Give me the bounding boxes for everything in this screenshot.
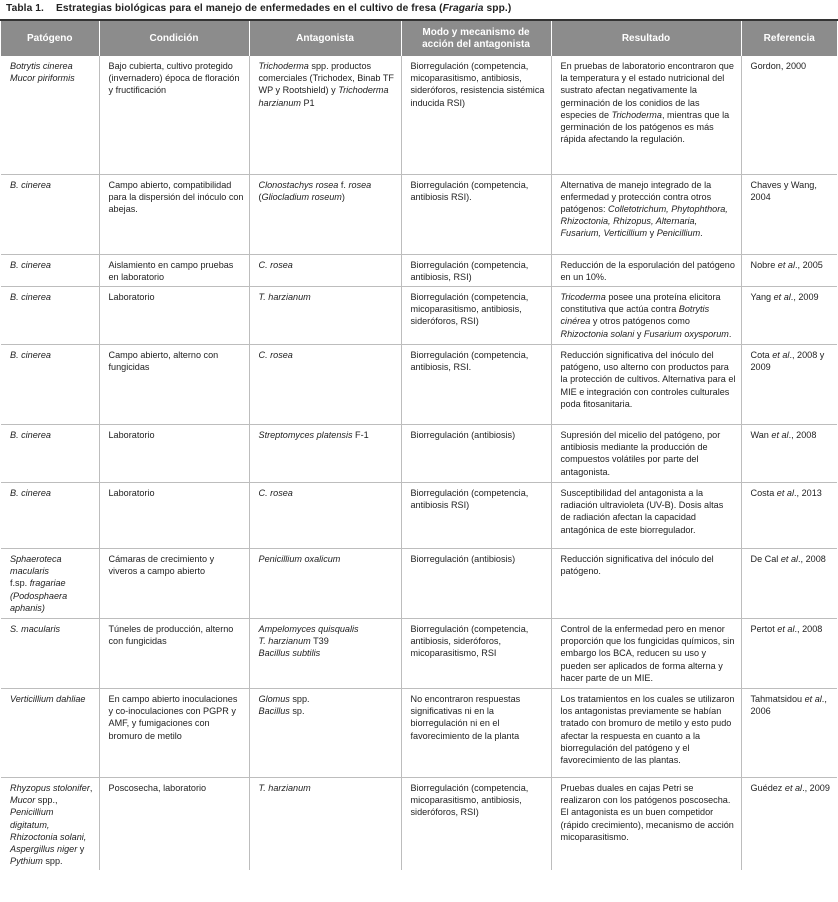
reference-text: Nobre [750, 259, 778, 270]
header-mode: Modo y mecanismo de acción del antagonista [401, 21, 551, 56]
antagonist-cell [249, 286, 401, 344]
pathogen-text: Sphaeroteca macularis [10, 553, 62, 577]
pathogen-line [10, 349, 94, 361]
mode-line [411, 693, 546, 742]
result-text: Botrytis cinérea [560, 304, 710, 327]
header-pathogen: Patógeno [1, 21, 99, 56]
condition-cell [99, 548, 249, 618]
condition-line [109, 259, 244, 283]
condition-cell [99, 688, 249, 777]
result-cell [551, 618, 741, 688]
result-line [561, 553, 736, 577]
table-row [1, 777, 837, 870]
antagonist-text: Clonostachys rosea [258, 179, 339, 190]
condition-text: Aislamiento en campo pruebas en laboratorio [108, 259, 234, 282]
reference-text: et al [804, 693, 822, 704]
condition-cell [99, 286, 249, 344]
antagonist-line [259, 291, 396, 303]
condition-text: Túneles de producción, alterno con fungicidas [108, 623, 234, 647]
mode-line [411, 487, 546, 511]
pathogen-cell [1, 688, 99, 777]
reference-text: et al [777, 623, 795, 634]
pathogen-line [10, 590, 94, 614]
result-cell [551, 254, 741, 286]
mode-text: Biorregulación (competencia, antibiosis RSI). [410, 179, 529, 202]
antagonist-text: Trichoderma harzianum [258, 85, 389, 108]
mode-line [411, 429, 546, 441]
table-row [1, 254, 837, 286]
result-text: y otros patógenos como [590, 316, 690, 327]
pathogen-line [10, 693, 94, 705]
result-cell [551, 688, 741, 777]
reference-cell [741, 344, 837, 424]
antagonist-text: P1 [300, 97, 315, 108]
pathogen-text: Penicillium digitatum, Rhizoctonia solani, Aspergillus niger [10, 807, 87, 854]
reference-text: et al [777, 259, 795, 270]
reference-text: et al [780, 553, 799, 564]
pathogen-line [10, 782, 94, 867]
pathogen-text: S. macularis [10, 623, 61, 634]
reference-text: ., 2008 [788, 429, 817, 440]
mode-line [411, 60, 546, 109]
reference-text: ., 2008 y 2009 [750, 349, 825, 373]
condition-cell [99, 174, 249, 254]
pathogen-cell [1, 174, 99, 254]
result-text: Control de la enfermedad pero en menor proporción que los fungicidas químicos, sin embargo los BCA, reducen su uso y pueden ser aplicados de forma alterna y hacer parte de un MIE. [560, 623, 735, 683]
reference-cell [741, 688, 837, 777]
pathogen-line [10, 623, 94, 635]
pathogen-cell [1, 254, 99, 286]
antagonist-cell [249, 548, 401, 618]
pathogen-line [10, 553, 94, 577]
reference-text: ., 2005 [795, 259, 823, 270]
pathogen-text: B. cinerea [10, 179, 51, 190]
reference-text: et al [784, 782, 803, 793]
mode-cell [401, 174, 551, 254]
antagonist-text: f. [338, 179, 349, 190]
result-cell [551, 548, 741, 618]
result-cell [551, 174, 741, 254]
result-text: En pruebas de laboratorio encontraron que la temperatura y el estado nutricional del sustrato afectan negativamente la germinación de los conidios de las especies de [560, 61, 734, 120]
reference-text: ., 2009 [802, 782, 830, 793]
table-row [1, 482, 837, 548]
pathogen-line [10, 179, 94, 191]
condition-line [109, 553, 244, 577]
antagonist-text: T. harzianum [258, 636, 311, 647]
reference-line [751, 60, 833, 72]
result-text: Los tratamientos en los cuales se utilizaron los antagonistas previamente se habían tratado con bromuro de metilo y esto pudo afectar la respuesta en cuanto a la biorregulación del patógeno y el favorecimiento de las plantas. [560, 693, 735, 765]
antagonist-text: rosea [348, 179, 372, 190]
pathogen-text: Mucor piriformis [10, 73, 75, 84]
pathogen-text: fragariae [29, 578, 66, 589]
antagonist-text: Glomus [258, 693, 290, 704]
mode-text: Biorregulación (competencia, antibiosis, sideróforos, micoparasitismo, RSI [410, 623, 529, 659]
table-row [1, 424, 837, 482]
antagonist-text: Penicillium oxalicum [258, 553, 341, 564]
reference-cell [741, 618, 837, 688]
condition-text: Laboratorio [108, 487, 155, 498]
antagonist-line [259, 179, 396, 203]
pathogen-text: ( [10, 590, 14, 601]
antagonist-text: spp. [289, 693, 310, 704]
pathogen-cell [1, 618, 99, 688]
result-line [561, 623, 736, 684]
table-row [1, 174, 837, 254]
pathogen-cell [1, 286, 99, 344]
mode-text: Biorregulación (competencia, micoparasitismo, antibiosis, sideróforos, RSI) [410, 291, 529, 327]
table-title-species: Fragaria [442, 3, 484, 14]
header-row [1, 21, 837, 56]
reference-cell [741, 424, 837, 482]
result-cell [551, 344, 741, 424]
antagonist-line [259, 705, 396, 717]
pathogen-text: B. cinerea [10, 291, 51, 302]
pathogen-line [10, 487, 94, 499]
pathogen-cell [1, 548, 99, 618]
condition-line [109, 487, 244, 499]
antagonist-text: Bacillus [258, 706, 290, 717]
condition-line [109, 291, 244, 303]
reference-line [751, 291, 833, 303]
reference-text: Costa [750, 487, 777, 498]
condition-text: Bajo cubierta, cultivo protegido (invernadero) época de floración y fructificación [108, 61, 240, 96]
antagonist-text: T39 [310, 636, 329, 647]
antagonist-line [259, 623, 396, 635]
result-line [561, 259, 736, 283]
mode-cell [401, 254, 551, 286]
pathogen-text: B. cinerea [10, 429, 51, 440]
reference-cell [741, 254, 837, 286]
antagonist-text: ) [341, 191, 345, 202]
antagonist-text: C. rosea [258, 349, 293, 360]
condition-text: En campo abierto inoculaciones y co-inoculaciones con PGPR y AMF, y fumigaciones con bromuro de metilo [108, 693, 238, 741]
result-text: Pruebas duales en cajas Petri se realizaron con los patógenos poscosecha. El antagonista es un buen competidor (rápido crecimiento), mecanismo de acción micoparasitismo. [560, 782, 734, 842]
antagonist-text: F-1 [352, 429, 369, 440]
result-text: Colletotrichum, Phytophthora, Rhizoctonia, Rhizopus, Alternaria, Fusarium, Verticillium [560, 203, 728, 239]
result-text: posee una proteína elicitora constitutiva que actúa contra [560, 291, 721, 315]
condition-text: Campo abierto, compatibilidad para la dispersión del inóculo con abejas. [108, 179, 244, 214]
result-line [561, 782, 736, 843]
result-cell [551, 286, 741, 344]
condition-line [109, 179, 244, 216]
result-cell [551, 777, 741, 870]
antagonist-cell [249, 482, 401, 548]
condition-cell [99, 482, 249, 548]
pathogen-line [10, 72, 94, 84]
header-antagonist: Antagonista [249, 21, 401, 56]
result-text: Trichoderma [611, 109, 662, 120]
result-text: , mientras que la germinación de los patógenos es más rápida afectando la regulación. [560, 109, 730, 145]
result-text: y [647, 228, 657, 239]
antagonist-line [259, 259, 396, 271]
table-caption [0, 0, 838, 21]
reference-cell [741, 174, 837, 254]
antagonist-text: C. rosea [258, 487, 293, 498]
pathogen-text: Botrytis cinerea [10, 61, 73, 71]
result-line [561, 179, 736, 240]
reference-text: Cota [750, 349, 773, 360]
reference-line [751, 487, 833, 499]
antagonist-cell [249, 618, 401, 688]
antagonist-cell [249, 56, 401, 174]
mode-cell [401, 56, 551, 174]
condition-text: Laboratorio [108, 291, 155, 302]
result-text: Reducción de la esporulación del patógeno en un 10%. [560, 259, 735, 282]
antagonist-cell [249, 688, 401, 777]
condition-line [109, 782, 244, 794]
mode-text: Biorregulación (competencia, antibiosis, RSI) [410, 259, 529, 282]
reference-line [751, 623, 833, 635]
antagonist-line [259, 647, 396, 659]
antagonist-text: T. harzianum [258, 782, 311, 793]
pathogen-text: Mucor [10, 795, 36, 806]
antagonist-text: T. harzianum [258, 291, 311, 302]
result-text: Alternativa de manejo integrado de la enfermedad y protección contra otros patógenos: [560, 179, 712, 214]
reference-line [751, 429, 833, 441]
mode-text: Biorregulación (competencia, antibiosis RSI) [410, 487, 529, 511]
condition-line [109, 60, 244, 97]
reference-text: Yang [750, 291, 774, 302]
mode-cell [401, 482, 551, 548]
pathogen-text: , [89, 782, 93, 793]
table-title-end: spp.) [483, 3, 512, 14]
mode-line [411, 623, 546, 660]
antagonist-line [259, 429, 396, 441]
mode-line [411, 782, 546, 819]
reference-text: et al [776, 487, 794, 498]
result-line [561, 60, 736, 145]
reference-cell [741, 548, 837, 618]
result-line [561, 693, 736, 766]
condition-text: Campo abierto, alterno con fungicidas [108, 349, 219, 373]
condition-text: Poscosecha, laboratorio [108, 782, 207, 793]
antagonist-cell [249, 344, 401, 424]
result-cell [551, 424, 741, 482]
result-text: Supresión del micelio del patógeno, por antibiosis mediante la producción de compuestos volátiles por parte del antagonista. [560, 429, 721, 477]
reference-text: ., 2008 [798, 553, 826, 564]
pathogen-text: ) [41, 602, 45, 613]
pathogen-cell [1, 482, 99, 548]
pathogen-text: B. cinerea [10, 487, 51, 498]
mode-cell [401, 424, 551, 482]
pathogen-line [10, 60, 94, 72]
result-text: y [634, 328, 644, 339]
antagonist-text: Ampelomyces quisqualis [258, 623, 359, 634]
result-text: . [728, 328, 732, 339]
antagonist-cell [249, 424, 401, 482]
condition-line [109, 693, 244, 742]
antagonist-text: C. rosea [258, 259, 293, 270]
reference-text: Tahmatsidou [750, 693, 805, 704]
reference-text: ., 2008 [794, 623, 823, 634]
pathogen-text: spp., [35, 795, 58, 806]
condition-line [109, 429, 244, 441]
mode-line [411, 259, 546, 283]
mode-line [411, 553, 546, 565]
mode-line [411, 349, 546, 373]
reference-line [751, 259, 833, 271]
pathogen-text: f.sp. [10, 578, 30, 589]
pathogen-text: y [77, 843, 85, 854]
reference-cell [741, 482, 837, 548]
condition-line [109, 623, 244, 647]
result-cell [551, 482, 741, 548]
mode-cell [401, 548, 551, 618]
condition-cell [99, 254, 249, 286]
pathogen-text: Verticillium dahliae [10, 693, 86, 704]
result-text: Reducción significativa del inóculo del patógeno, uso alterno con productos para la protección de cultivos. Alternativa para el MIE e integración con controles culturales poda fitosanitaria. [560, 349, 736, 409]
pathogen-text: Rhyzopus stolonifer [10, 782, 90, 793]
pathogen-cell [1, 424, 99, 482]
antagonist-line [259, 635, 396, 647]
result-text: Penicillium [656, 228, 701, 239]
result-text: Rhizoctonia solani [560, 328, 635, 339]
table-label: Tabla 1. [6, 3, 44, 14]
pathogen-cell [1, 344, 99, 424]
mode-cell [401, 777, 551, 870]
table-row [1, 344, 837, 424]
reference-text: Pertot [750, 623, 778, 634]
reference-text: Chaves y Wang, 2004 [750, 179, 817, 202]
antagonist-cell [249, 254, 401, 286]
pathogen-text: B. cinerea [10, 259, 51, 270]
reference-line [751, 782, 833, 794]
mode-line [411, 291, 546, 328]
mode-cell [401, 286, 551, 344]
mode-text: Biorregulación (competencia, micoparasitismo, antibiosis, sideróforos, resistencia sistémica inducida RSI) [410, 61, 545, 108]
pathogen-line [10, 291, 94, 303]
result-line [561, 349, 736, 410]
reference-text: Guédez [750, 782, 785, 793]
condition-line [109, 349, 244, 373]
pathogen-text: B. cinerea [10, 349, 51, 360]
condition-cell [99, 56, 249, 174]
condition-cell [99, 424, 249, 482]
mode-text: Biorregulación (antibiosis) [410, 553, 516, 564]
antagonist-text: Trichoderma [258, 61, 309, 71]
table-row [1, 548, 837, 618]
reference-text: ., 2009 [790, 291, 819, 302]
table-title: Estrategias biológicas para el manejo de enfermedades en el cultivo de fresa ( [55, 3, 443, 14]
result-line [561, 429, 736, 478]
reference-line [751, 693, 833, 717]
reference-line [751, 349, 833, 373]
reference-text: Wan [750, 429, 772, 440]
mode-cell [401, 618, 551, 688]
table-row [1, 688, 837, 777]
antagonist-text: ( [258, 191, 262, 202]
antagonist-text: spp. productos comerciales (Trichodex, Binab TF WP y Rootshield) y [258, 61, 394, 96]
pathogen-line [10, 429, 94, 441]
reference-cell [741, 56, 837, 174]
condition-cell [99, 344, 249, 424]
header-reference: Referencia [741, 21, 837, 56]
mode-line [411, 179, 546, 203]
header-condition: Condición [99, 21, 249, 56]
antagonist-line [259, 693, 396, 705]
antagonist-line [259, 487, 396, 499]
table-row [1, 56, 837, 174]
reference-text: et al [771, 429, 789, 440]
result-text: . [700, 228, 703, 239]
reference-line [751, 553, 833, 565]
result-text: Fusarium oxysporum [643, 328, 729, 339]
pathogen-line [10, 259, 94, 271]
pathogen-cell [1, 56, 99, 174]
antagonist-line [259, 553, 396, 565]
antagonist-line [259, 60, 396, 109]
reference-cell [741, 286, 837, 344]
result-line [561, 291, 736, 340]
reference-text: De Cal [750, 553, 781, 564]
antagonist-cell [249, 777, 401, 870]
reference-text: et al [772, 349, 790, 360]
condition-text: Laboratorio [108, 429, 155, 440]
antagonist-text: Streptomyces platensis [258, 429, 353, 440]
mode-cell [401, 344, 551, 424]
condition-cell [99, 618, 249, 688]
table-row [1, 286, 837, 344]
antagonist-cell [249, 174, 401, 254]
reference-cell [741, 777, 837, 870]
mode-text: Biorregulación (competencia, antibiosis, RSI. [410, 349, 529, 373]
reference-text: Gordon, 2000 [750, 61, 807, 71]
pathogen-text: Podosphaera aphanis [10, 590, 68, 613]
antagonist-line [259, 349, 396, 361]
antagonist-text: sp. [289, 706, 305, 717]
result-text: Susceptibilidad del antagonista a la radiación ultravioleta (UV-B). Dosis altas de radiación afectan la capacidad antagónica de este biorregulador. [560, 487, 724, 535]
mode-text: Biorregulación (antibiosis) [410, 429, 516, 440]
pathogen-text: Pythium [10, 856, 43, 867]
antagonist-line [259, 782, 396, 794]
result-line [561, 487, 736, 536]
reference-text: et al [773, 291, 791, 302]
result-cell [551, 56, 741, 174]
header-result: Resultado [551, 21, 741, 56]
pathogen-line [10, 577, 94, 589]
mode-text: No encontraron respuestas significativas ni en la biorregulación ni en el favorecimiento de la planta [410, 693, 521, 741]
reference-text: ., 2013 [794, 487, 822, 498]
pathogen-cell [1, 777, 99, 870]
strategies-table [1, 21, 837, 870]
mode-text: Biorregulación (competencia, micoparasitismo, antibiosis, sideróforos, RSI) [410, 782, 529, 818]
reference-text: ., 2006 [750, 693, 827, 717]
antagonist-text: Bacillus subtilis [258, 648, 321, 659]
result-text: Tricoderma [560, 291, 606, 302]
antagonist-text: Gliocladium roseum [261, 191, 342, 202]
pathogen-text: spp. [42, 856, 63, 867]
condition-cell [99, 777, 249, 870]
mode-cell [401, 688, 551, 777]
reference-line [751, 179, 833, 203]
table-row [1, 618, 837, 688]
condition-text: Cámaras de crecimiento y viveros a campo abierto [108, 553, 215, 577]
result-text: Reducción significativa del inóculo del patógeno. [560, 553, 714, 577]
